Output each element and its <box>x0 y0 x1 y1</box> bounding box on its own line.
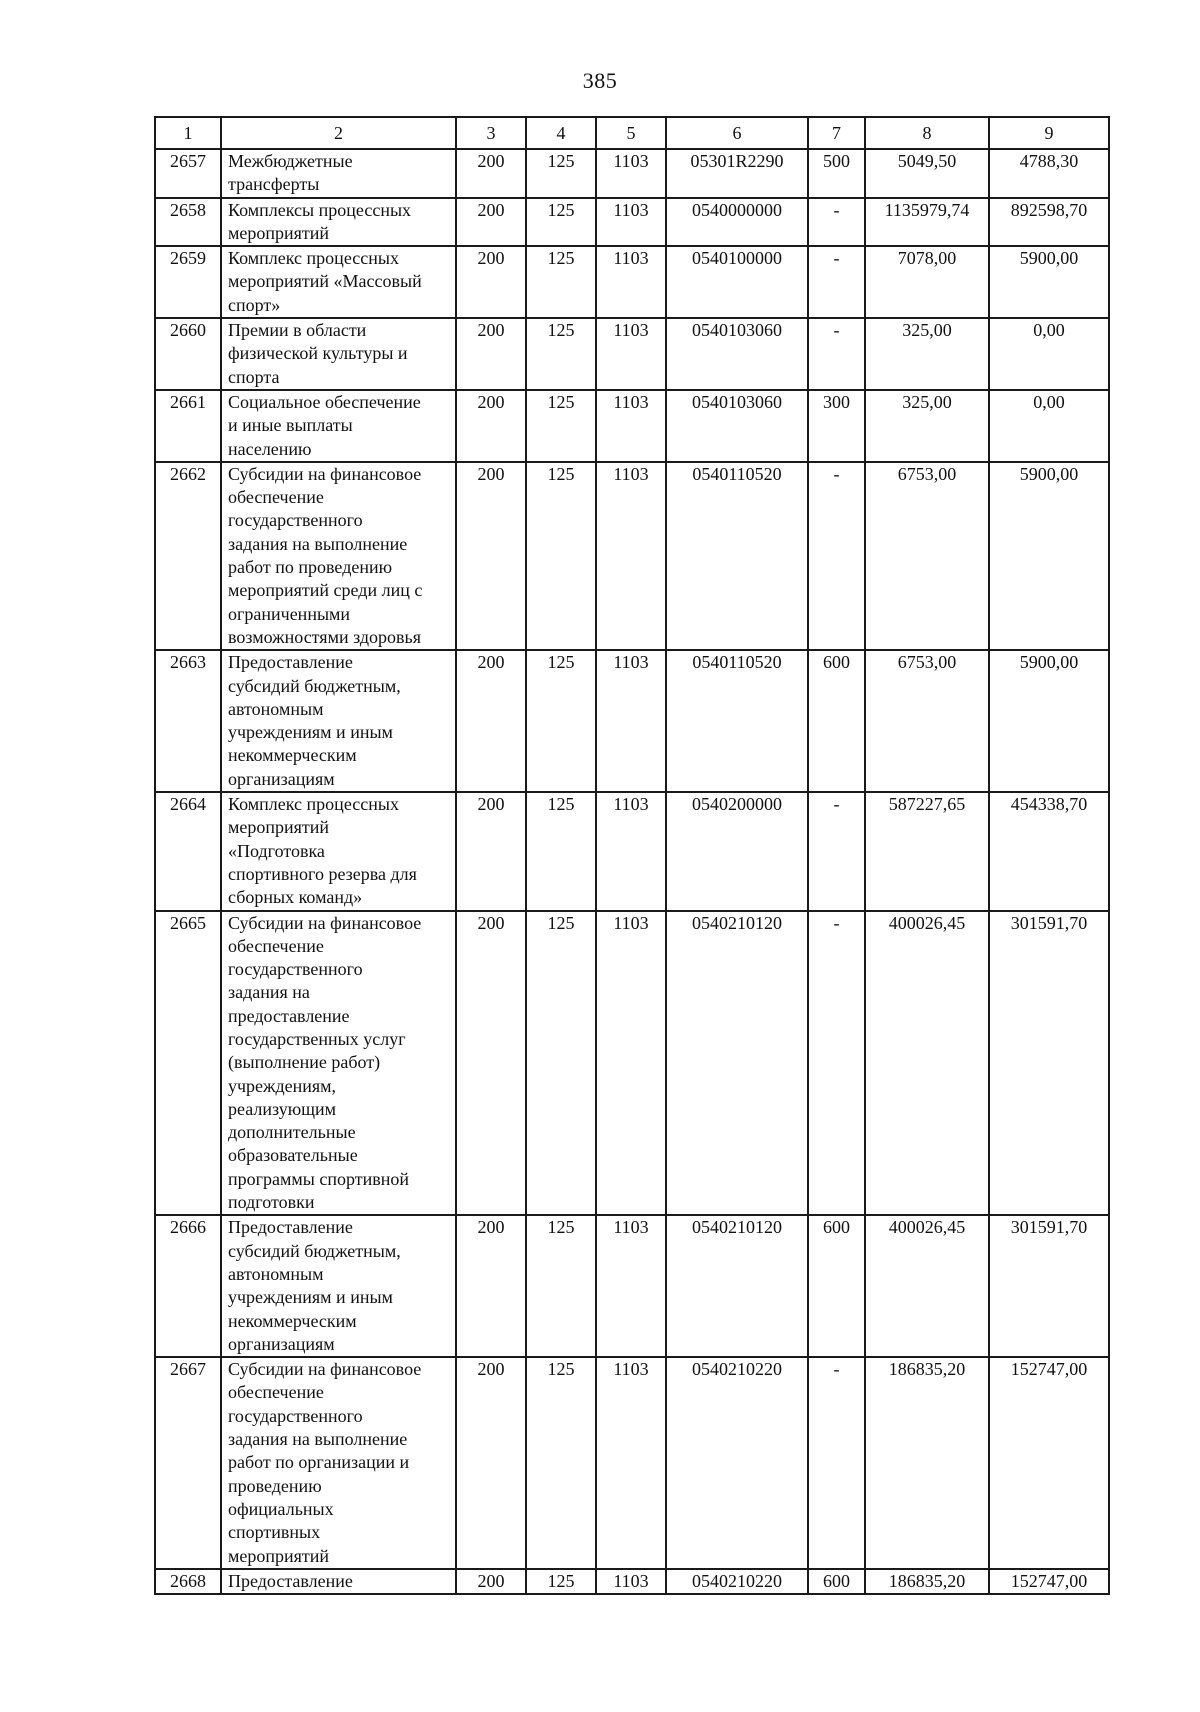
row-number-cell: 2663 <box>155 650 221 792</box>
row-name-line: населению <box>228 438 312 459</box>
amount2-cell: 5900,00 <box>989 462 1109 650</box>
amount-cell: 186835,20 <box>865 1357 989 1569</box>
row-name-line: физической культуры и <box>228 343 408 364</box>
amount-cell: 325,00 <box>865 390 989 462</box>
row-name-line: спорт» <box>228 294 281 315</box>
type-cell: - <box>808 792 865 910</box>
code-cell: 0540110520 <box>666 462 808 650</box>
amount-cell: 186835,20 <box>865 1569 989 1594</box>
col5-cell: 1103 <box>596 911 666 1216</box>
column-header: 3 <box>456 117 526 149</box>
row-name-line: работ по проведению <box>228 557 393 578</box>
table-row <box>155 911 1109 1216</box>
type-cell: 600 <box>808 1569 865 1594</box>
row-name-line: «Подготовка <box>228 840 325 861</box>
row-number-cell: 2668 <box>155 1569 221 1594</box>
row-name-line: (выполнение работ) <box>228 1052 381 1073</box>
row-name-line: Субсидии на финансовое <box>228 912 422 933</box>
row-name-line: некоммерческим <box>228 1310 357 1331</box>
col3-cell: 200 <box>456 198 526 247</box>
type-cell: - <box>808 911 865 1216</box>
amount2-cell: 4788,30 <box>989 149 1109 198</box>
col5-cell: 1103 <box>596 390 666 462</box>
type-cell: - <box>808 318 865 390</box>
col4-cell: 125 <box>526 462 596 650</box>
row-name-cell <box>221 1569 456 1594</box>
amount2-cell: 454338,70 <box>989 792 1109 910</box>
row-name-line: мероприятий <box>228 222 330 243</box>
table-row <box>155 246 1109 318</box>
type-cell: 500 <box>808 149 865 198</box>
row-name-line: Предоставление <box>228 1217 353 1238</box>
amount-cell: 5049,50 <box>865 149 989 198</box>
row-name-cell <box>221 318 456 390</box>
row-name-line: реализующим <box>228 1098 337 1119</box>
column-header: 9 <box>989 117 1109 149</box>
col5-cell: 1103 <box>596 1215 666 1357</box>
row-name-line: сборных команд» <box>228 887 363 908</box>
col5-cell: 1103 <box>596 318 666 390</box>
col3-cell: 200 <box>456 650 526 792</box>
row-name-line: мероприятий <box>228 817 330 838</box>
row-name-line: мероприятий <box>228 1545 330 1566</box>
row-name-line: программы спортивной <box>228 1168 410 1189</box>
col4-cell: 125 <box>526 390 596 462</box>
row-name-line: задания на <box>228 982 310 1003</box>
row-name-line: организациям <box>228 768 335 789</box>
row-number-cell: 2666 <box>155 1215 221 1357</box>
amount-cell: 400026,45 <box>865 911 989 1216</box>
col3-cell: 200 <box>456 462 526 650</box>
row-name-line: обеспечение <box>228 1382 324 1403</box>
row-number-cell: 2657 <box>155 149 221 198</box>
amount2-cell: 152747,00 <box>989 1357 1109 1569</box>
row-name-line: учреждениям и иным <box>228 722 393 743</box>
col4-cell: 125 <box>526 792 596 910</box>
row-number-cell: 2661 <box>155 390 221 462</box>
row-number-cell: 2660 <box>155 318 221 390</box>
row-name-line: Субсидии на финансовое <box>228 1359 422 1380</box>
col4-cell: 125 <box>526 246 596 318</box>
amount2-cell: 5900,00 <box>989 246 1109 318</box>
amount-cell: 7078,00 <box>865 246 989 318</box>
table-row <box>155 650 1109 792</box>
row-name-line: Предоставление <box>228 652 353 673</box>
col5-cell: 1103 <box>596 792 666 910</box>
col3-cell: 200 <box>456 149 526 198</box>
row-number-cell: 2662 <box>155 462 221 650</box>
row-name-line: Комплексы процессных <box>228 199 412 220</box>
row-name-line: задания на выполнение <box>228 533 408 554</box>
row-name-line: Социальное обеспечение <box>228 391 421 412</box>
row-name-line: Межбюджетные <box>228 151 353 171</box>
row-name-line: автономным <box>228 1263 324 1284</box>
row-name-line: субсидий бюджетным, <box>228 1240 401 1261</box>
col3-cell: 200 <box>456 246 526 318</box>
col3-cell: 200 <box>456 390 526 462</box>
row-name-cell <box>221 198 456 247</box>
code-cell: 0540200000 <box>666 792 808 910</box>
row-name-line: трансферты <box>228 174 320 195</box>
row-name-cell <box>221 792 456 910</box>
row-name-line: ограниченными <box>228 603 351 624</box>
row-name-line: государственного <box>228 510 363 531</box>
column-header: 5 <box>596 117 666 149</box>
code-cell: 0540210220 <box>666 1569 808 1594</box>
row-name-line: Субсидии на финансовое <box>228 463 422 484</box>
row-name-line: организациям <box>228 1333 335 1354</box>
code-cell: 05301R2290 <box>666 149 808 198</box>
col4-cell: 125 <box>526 650 596 792</box>
row-name-line: дополнительные <box>228 1122 356 1143</box>
table-header-row <box>155 117 1109 149</box>
row-name-line: спортивных <box>228 1522 321 1543</box>
budget-table <box>154 116 1110 1595</box>
col5-cell: 1103 <box>596 198 666 247</box>
column-header: 7 <box>808 117 865 149</box>
table-row <box>155 318 1109 390</box>
amount2-cell: 892598,70 <box>989 198 1109 247</box>
col5-cell: 1103 <box>596 650 666 792</box>
row-name-cell <box>221 650 456 792</box>
type-cell: - <box>808 462 865 650</box>
row-name-line: учреждениям и иным <box>228 1287 393 1308</box>
code-cell: 0540110520 <box>666 650 808 792</box>
row-number-cell: 2664 <box>155 792 221 910</box>
col3-cell: 200 <box>456 1357 526 1569</box>
row-name-line: и иные выплаты <box>228 415 353 436</box>
row-name-cell <box>221 246 456 318</box>
code-cell: 0540100000 <box>666 246 808 318</box>
row-name-line: спорта <box>228 366 280 387</box>
col4-cell: 125 <box>526 1569 596 1594</box>
row-name-line: работ по организации и <box>228 1452 410 1473</box>
table-row <box>155 1357 1109 1569</box>
row-name-line: спортивного резерва для <box>228 863 417 884</box>
row-name-line: образовательные <box>228 1145 358 1166</box>
column-header: 8 <box>865 117 989 149</box>
code-cell: 0540210120 <box>666 1215 808 1357</box>
row-name-line: предоставление <box>228 1005 350 1026</box>
col4-cell: 125 <box>526 198 596 247</box>
amount2-cell: 301591,70 <box>989 911 1109 1216</box>
type-cell: - <box>808 246 865 318</box>
type-cell: 600 <box>808 1215 865 1357</box>
column-header: 2 <box>221 117 456 149</box>
amount2-cell: 301591,70 <box>989 1215 1109 1357</box>
row-name-line: подготовки <box>228 1192 315 1213</box>
col5-cell: 1103 <box>596 1569 666 1594</box>
row-name-line: автономным <box>228 698 324 719</box>
row-number-cell: 2665 <box>155 911 221 1216</box>
column-header: 4 <box>526 117 596 149</box>
col5-cell: 1103 <box>596 462 666 650</box>
col4-cell: 125 <box>526 1357 596 1569</box>
col5-cell: 1103 <box>596 246 666 318</box>
amount-cell: 587227,65 <box>865 792 989 910</box>
row-name-line: Премии в области <box>228 320 367 341</box>
col4-cell: 125 <box>526 1215 596 1357</box>
row-name-line: субсидий бюджетным, <box>228 675 401 696</box>
row-name-line: возможностями здоровья <box>228 626 422 647</box>
amount2-cell: 5900,00 <box>989 650 1109 792</box>
table-row <box>155 792 1109 910</box>
col3-cell: 200 <box>456 1215 526 1357</box>
col5-cell: 1103 <box>596 1357 666 1569</box>
row-name-line: обеспечение <box>228 487 324 508</box>
code-cell: 0540000000 <box>666 198 808 247</box>
row-name-line: проведению <box>228 1475 322 1496</box>
row-name-line: мероприятий «Массовый <box>228 271 422 292</box>
table-row <box>155 1215 1109 1357</box>
table-row <box>155 1569 1109 1594</box>
row-name-cell <box>221 1215 456 1357</box>
table-row <box>155 390 1109 462</box>
amount2-cell: 0,00 <box>989 390 1109 462</box>
amount-cell: 400026,45 <box>865 1215 989 1357</box>
row-name-cell <box>221 149 456 198</box>
row-name-cell <box>221 462 456 650</box>
row-name-line: государственного <box>228 959 363 980</box>
table-row <box>155 462 1109 650</box>
col4-cell: 125 <box>526 911 596 1216</box>
row-name-cell <box>221 1357 456 1569</box>
col3-cell: 200 <box>456 792 526 910</box>
page-number: 385 <box>582 68 618 93</box>
amount2-cell: 152747,00 <box>989 1569 1109 1594</box>
col4-cell: 125 <box>526 149 596 198</box>
table-row <box>155 149 1109 198</box>
amount-cell: 6753,00 <box>865 462 989 650</box>
row-name-line: государственного <box>228 1405 363 1426</box>
amount-cell: 6753,00 <box>865 650 989 792</box>
row-name-line: Комплекс процессных <box>228 248 399 269</box>
code-cell: 0540210220 <box>666 1357 808 1569</box>
code-cell: 0540103060 <box>666 390 808 462</box>
code-cell: 0540103060 <box>666 318 808 390</box>
type-cell: - <box>808 1357 865 1569</box>
col3-cell: 200 <box>456 318 526 390</box>
amount-cell: 1135979,74 <box>865 198 989 247</box>
code-cell: 0540210120 <box>666 911 808 1216</box>
col4-cell: 125 <box>526 318 596 390</box>
amount2-cell: 0,00 <box>989 318 1109 390</box>
column-header: 1 <box>155 117 221 149</box>
amount-cell: 325,00 <box>865 318 989 390</box>
col3-cell: 200 <box>456 911 526 1216</box>
row-name-line: Предоставление <box>228 1570 353 1591</box>
row-number-cell: 2659 <box>155 246 221 318</box>
row-number-cell: 2667 <box>155 1357 221 1569</box>
type-cell: 600 <box>808 650 865 792</box>
type-cell: 300 <box>808 390 865 462</box>
row-name-cell <box>221 911 456 1216</box>
col5-cell: 1103 <box>596 149 666 198</box>
row-name-line: учреждениям, <box>228 1075 337 1096</box>
row-name-line: Комплекс процессных <box>228 794 399 815</box>
col3-cell: 200 <box>456 1569 526 1594</box>
row-name-cell <box>221 390 456 462</box>
column-header: 6 <box>666 117 808 149</box>
row-number-cell: 2658 <box>155 198 221 247</box>
row-name-line: официальных <box>228 1498 334 1519</box>
type-cell: - <box>808 198 865 247</box>
row-name-line: мероприятий среди лиц с <box>228 580 423 601</box>
row-name-line: государственных услуг <box>228 1028 406 1049</box>
table-row <box>155 198 1109 247</box>
row-name-line: обеспечение <box>228 935 324 956</box>
row-name-line: задания на выполнение <box>228 1429 408 1450</box>
row-name-line: некоммерческим <box>228 745 357 766</box>
